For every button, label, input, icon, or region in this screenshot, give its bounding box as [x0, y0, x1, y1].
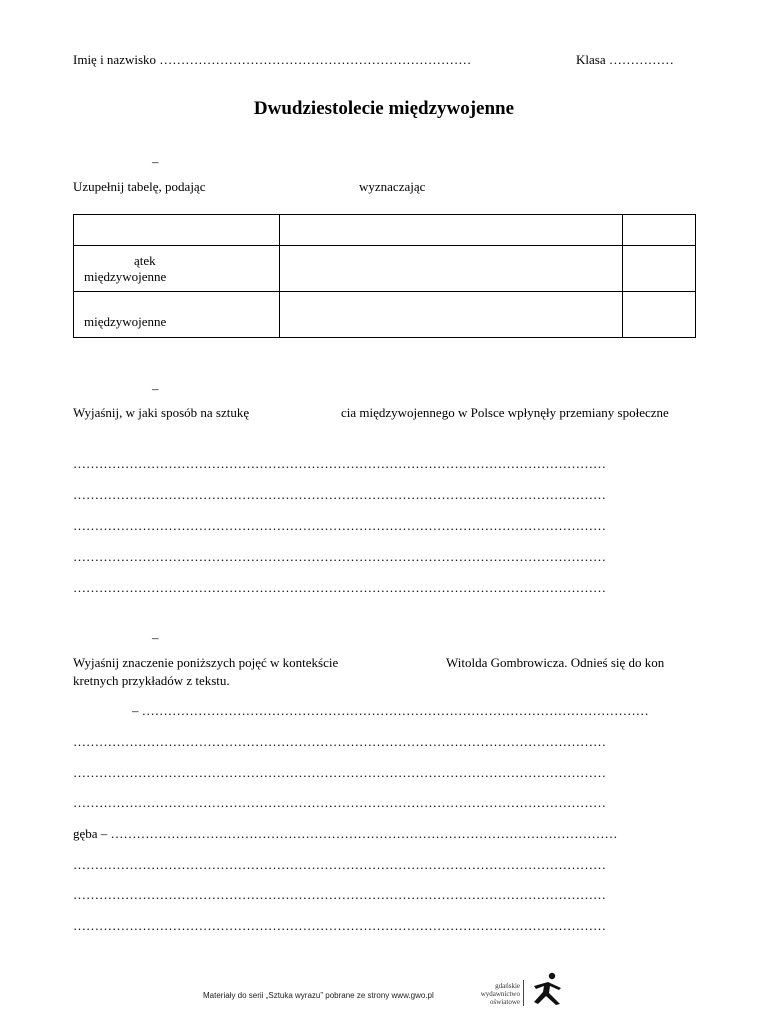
task3-dash: –	[152, 630, 159, 645]
answer-line[interactable]: ……………………………………………………………………………………………………………	[73, 456, 606, 471]
name-dots: ………………………………………………………………	[159, 52, 472, 67]
term1-lead-line[interactable]: – ………………………………………………………………………………………………………	[132, 703, 649, 718]
answer-line[interactable]: ……………………………………………………………………………………………………………	[73, 887, 606, 902]
table-cell-label	[74, 292, 280, 338]
answer-cell[interactable]	[280, 292, 623, 338]
answer-line[interactable]: ……………………………………………………………………………………………………………	[73, 549, 606, 564]
publisher-line: gdańskie	[495, 982, 520, 990]
answer-cell[interactable]	[622, 292, 695, 338]
task2-dash: –	[152, 381, 159, 396]
table-cell	[622, 215, 695, 246]
answer-line[interactable]: ……………………………………………………………………………………………………………	[73, 580, 606, 595]
answer-line[interactable]: ……………………………………………………………………………………………………………	[73, 918, 606, 933]
name-label: Imię i nazwisko	[73, 52, 157, 67]
term2-lead-line: ………………………………………………………………………………………………………	[110, 826, 618, 841]
table-cell-label	[74, 246, 280, 292]
publisher-line: oświatowe	[490, 998, 520, 1006]
task3-instruction-b: Witolda Gombrowicza. Odnieś się do kon	[446, 655, 665, 670]
task1-table	[73, 214, 696, 338]
table-header-row	[74, 215, 696, 246]
publisher-line: wydawnictwo	[480, 990, 520, 998]
answer-line[interactable]: ……………………………………………………………………………………………………………	[73, 487, 606, 502]
term2-row[interactable]	[73, 826, 618, 842]
answer-line[interactable]: ……………………………………………………………………………………………………………	[73, 795, 606, 810]
answer-cell[interactable]	[622, 246, 695, 292]
task2-instruction-b: cia międzywojennego w Polsce wpłynęły przemiany społeczne	[341, 405, 669, 420]
row2-label-line1: ątek	[134, 252, 156, 268]
table-cell	[74, 215, 280, 246]
answer-line[interactable]: ……………………………………………………………………………………………………………	[73, 518, 606, 533]
task3-instruction-c: kretnych przykładów z tekstu.	[73, 673, 230, 688]
answer-cell[interactable]	[280, 246, 623, 292]
class-field[interactable]	[576, 52, 674, 68]
footer-divider	[523, 980, 524, 1006]
task1-dash: –	[152, 154, 159, 169]
task3-instruction-a: Wyjaśnij znaczenie poniższych pojęć w kontekście	[73, 655, 339, 670]
footer-text: Materiały do serii „Sztuka wyrazu” pobrane ze strony www.gwo.pl	[203, 991, 434, 1000]
gwo-figure-logo-icon	[528, 971, 568, 1012]
answer-line[interactable]: ……………………………………………………………………………………………………………	[73, 765, 606, 780]
task2-instruction-a: Wyjaśnij, w jaki sposób na sztukę	[73, 405, 250, 420]
table-cell	[280, 215, 623, 246]
table-row	[74, 246, 696, 292]
row3-label: międzywojenne	[84, 314, 167, 329]
row2-label-line2: międzywojenne	[84, 268, 167, 284]
page-title: Dwudziestolecie międzywojenne	[253, 98, 515, 119]
answer-line[interactable]: ……………………………………………………………………………………………………………	[73, 734, 606, 749]
publisher-name	[472, 982, 520, 1006]
name-field[interactable]	[73, 52, 471, 68]
task1-instruction-a: Uzupełnij tabelę, podając	[73, 179, 206, 194]
task1-instruction-b: wyznaczając	[359, 179, 426, 194]
answer-line[interactable]: ……………………………………………………………………………………………………………	[73, 857, 606, 872]
class-dots: ……………	[608, 52, 674, 67]
class-label: Klasa	[576, 52, 606, 67]
table-row	[74, 292, 696, 338]
term2-label: gęba –	[73, 826, 108, 841]
